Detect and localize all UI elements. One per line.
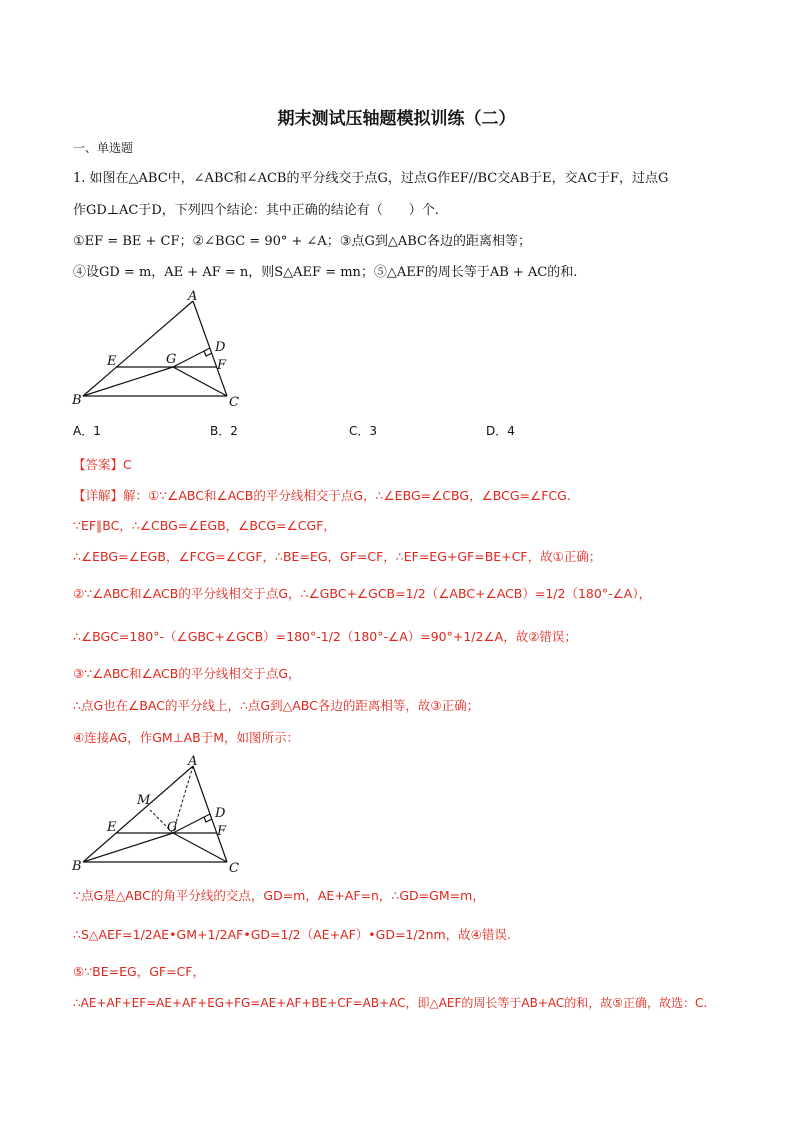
label-B-2: B (72, 859, 82, 874)
label-G-2: G (167, 820, 178, 835)
label-G: G (166, 352, 177, 367)
solution-line-12: ∴AE+AF+EF=AE+AF+EG+FG=AE+AF+BE+CF=AB+AC，即△AEF的周长等于AB+AC的和，故⑤正确，故选：C. (73, 996, 708, 1010)
answer: 【答案】C (73, 457, 132, 472)
triangle-figure-2 (70, 752, 250, 877)
triangle-figure-1 (70, 288, 250, 413)
solution-line-10: ∴S△AEF=1/2AE•GM+1/2AF•GD=1/2（AE+AF）•GD=1/2nm，故④错误. (73, 927, 511, 942)
option-a: A．1 (73, 424, 101, 438)
question-line-3: ①EF = BE + CF；②∠BGC = 90° + ∠A；③点G到△ABC各边的距离相等； (73, 234, 531, 249)
section-heading: 一、单选题 (73, 141, 134, 155)
solution-line-2: ∵EF∥BC，∴∠CBG=∠EGB，∠BCG=∠CGF， (73, 518, 336, 533)
label-D-2: D (215, 806, 226, 821)
question-line-1: 1. 如图在△ABC中，∠ABC和∠ACB的平分线交于点G，过点G作EF//BC交AB于E，交AC于F，过点G (73, 171, 669, 186)
solution-line-8: ④连接AG，作GM⊥AB于M，如图所示： (73, 730, 299, 745)
option-c: C．3 (349, 424, 378, 438)
label-A-2: A (188, 754, 198, 769)
label-E-2: E (107, 820, 117, 835)
label-B: B (72, 393, 82, 408)
solution-line-3: ∴∠EBG=∠EGB，∠FCG=∠CGF，∴BE=EG，GF=CF，∴EF=EG+GF=BE+CF，故①正确； (73, 549, 602, 564)
solution-line-7: ∴点G也在∠BAC的平分线上，∴点G到△ABC各边的距离相等，故③正确； (73, 698, 480, 713)
question-line-2: 作GD⊥AC于D，下列四个结论：其中正确的结论有（ ）个. (73, 203, 439, 218)
label-C-2: C (229, 861, 239, 876)
label-D: D (215, 340, 226, 355)
solution-line-4: ②∵∠ABC和∠ACB的平分线相交于点G，∴∠GBC+∠GCB=1/2（∠ABC+∠ACB）=1/2（180°-∠A）， (73, 586, 652, 601)
solution-line-1: 【详解】解：①∵∠ABC和∠ACB的平分线相交于点G，∴∠EBG=∠CBG，∠BCG=∠FCG. (73, 488, 571, 503)
label-A: A (188, 289, 198, 304)
solution-line-9: ∵点G是△ABC的角平分线的交点，GD=m，AE+AF=n，∴GD=GM=m， (73, 888, 485, 903)
label-F-2: F (217, 824, 227, 839)
label-C: C (229, 395, 239, 410)
solution-line-11: ⑤∵BE=EG，GF=CF， (73, 964, 205, 979)
label-M: M (137, 793, 151, 808)
question-line-4: ④设GD = m，AE + AF = n，则S△AEF = mn；⑤△AEF的周长等于AB + AC的和. (73, 265, 578, 280)
option-d: D．4 (486, 424, 515, 438)
solution-line-5: ∴∠BGC=180°-（∠GBC+∠GCB）=180°-1/2（180°-∠A）=90°+1/2∠A，故②错误； (73, 629, 577, 644)
label-E: E (107, 354, 117, 369)
solution-line-6: ③∵∠ABC和∠ACB的平分线相交于点G， (73, 666, 301, 681)
label-F: F (217, 358, 227, 373)
page-title: 期末测试压轴题模拟训练（二） (277, 109, 516, 129)
option-b: B．2 (210, 424, 238, 438)
